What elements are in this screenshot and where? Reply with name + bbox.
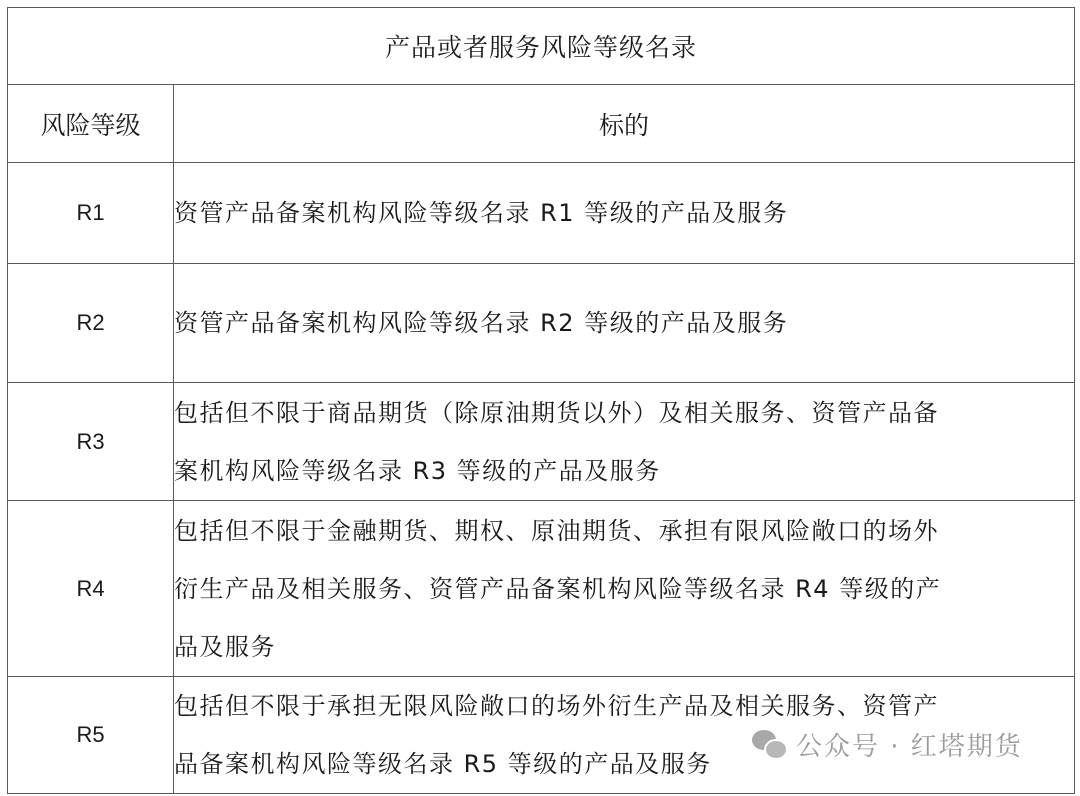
subject-cell (174, 383, 1075, 501)
watermark (752, 726, 1023, 763)
table-row (8, 264, 1075, 383)
risk-level-cell: R3 (8, 383, 174, 501)
subject-line: 资管产品备案机构风险等级名录 R1 等级的产品及服务 (174, 199, 789, 227)
subject-line: 品及服务 (174, 632, 276, 661)
subject-line: 资管产品备案机构风险等级名录 R2 等级的产品及服务 (174, 309, 789, 337)
header-subject: 标的 (174, 85, 1075, 163)
subject-line: 案机构风险等级名录 R3 等级的产品及服务 (174, 456, 661, 485)
wechat-icon (752, 730, 786, 760)
risk-level-cell: R2 (8, 264, 174, 383)
subject-cell (174, 501, 1075, 677)
risk-level-table (7, 7, 1075, 794)
risk-level-cell: R4 (8, 501, 174, 677)
watermark-text: 公众号 · 红塔期货 (796, 732, 1023, 762)
subject-line: 衍生产品及相关服务、资管产品备案机构风险等级名录 R4 等级的产 (174, 574, 942, 603)
table-row (8, 163, 1075, 264)
table-title: 产品或者服务风险等级名录 (8, 8, 1075, 85)
subject-cell (174, 264, 1075, 383)
header-risk-level: 风险等级 (8, 85, 174, 163)
subject-line: 包括但不限于承担无限风险敞口的场外衍生产品及相关服务、资管产 (174, 692, 939, 720)
table-row (8, 383, 1075, 501)
subject-line: 包括但不限于金融期货、期权、原油期货、承担有限风险敞口的场外 (174, 516, 939, 545)
risk-level-cell: R5 (8, 677, 174, 794)
subject-cell (174, 163, 1075, 264)
subject-line: 包括但不限于商品期货（除原油期货以外）及相关服务、资管产品备 (174, 398, 939, 427)
risk-level-cell: R1 (8, 163, 174, 264)
subject-line: 品备案机构风险等级名录 R5 等级的产品及服务 (174, 750, 712, 778)
table-row (8, 501, 1075, 677)
